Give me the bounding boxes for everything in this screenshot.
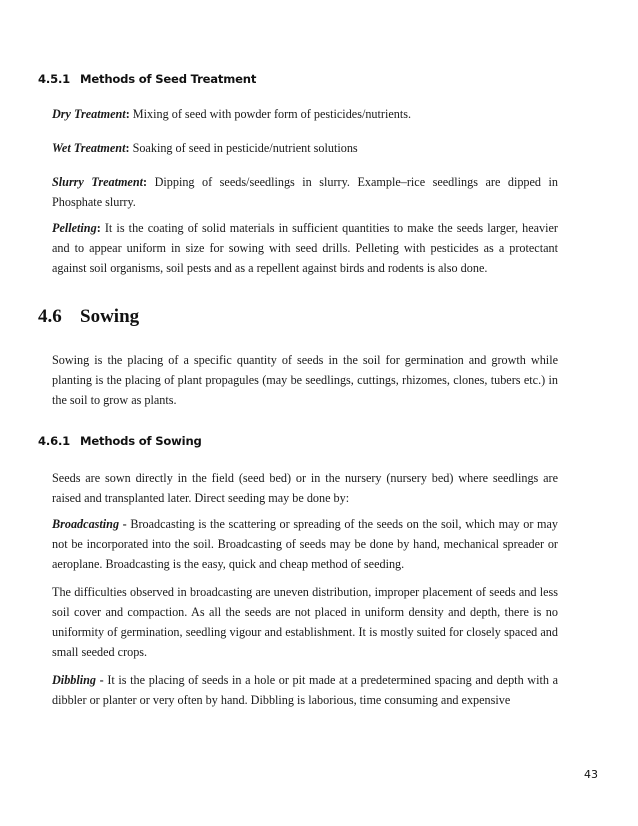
term-separator: : <box>143 175 148 189</box>
section-number: 4.6 <box>38 306 62 327</box>
paragraph-text: Soaking of seed in pesticide/nutrient solutions <box>129 141 358 155</box>
page-number: 43 <box>584 768 598 781</box>
paragraph-dibbling <box>52 670 558 710</box>
term-separator: : <box>125 141 130 155</box>
heading-4-6-1 <box>38 434 202 448</box>
paragraph-text: Broadcasting is the scattering or spreading of the seeds on the soil, which may or may not be incorporated into the soil. Broadcasting of seeds may be done by hand, mechanical spreader or aeroplane. Broadcasting is the easy, quick and cheap method of seeding. <box>52 517 558 571</box>
section-title: Methods of Sowing <box>80 434 202 448</box>
section-title: Sowing <box>80 306 140 327</box>
term-broadcasting: Broadcasting <box>52 517 120 531</box>
section-number: 4.5.1 <box>38 72 71 86</box>
paragraph-text: Dipping of seeds/seedlings in slurry. Example–rice seedlings are dipped in Phosphate slurry. <box>52 175 558 209</box>
paragraph-wet-treatment <box>52 138 558 158</box>
section-title: Methods of Seed Treatment <box>80 72 257 86</box>
section-number: 4.6.1 <box>38 434 71 448</box>
paragraph-text: Seeds are sown directly in the field (seed bed) or in the nursery (nursery bed) where seedlings are raised and transplanted later. Direct seeding may be done by: <box>52 471 558 505</box>
paragraph-slurry-treatment <box>52 172 558 212</box>
term-separator: - <box>96 673 104 687</box>
paragraph-text: The difficulties observed in broadcasting are uneven distribution, improper placement of seeds and less soil cover and compaction. As all the seeds are not placed in uniform density and depth, there is no uniformity of germination, seedling vigour and establishment. It is mostly suited for closely spaced and small seeded crops. <box>52 585 558 659</box>
term-separator: - <box>119 517 127 531</box>
paragraph-broadcasting <box>52 514 558 574</box>
paragraph-text: It is the coating of solid materials in sufficient quantities to make the seeds larger, heavier and to appear uniform in size for sowing with seed drills. Pelleting with pesticides as a protectant against soil organisms, soil pests and as a repellent against birds and rodents is also done. <box>52 221 558 275</box>
term-separator: : <box>96 221 101 235</box>
paragraph-text: Mixing of seed with powder form of pesticides/nutrients. <box>129 107 412 121</box>
term-separator: : <box>125 107 130 121</box>
paragraph-pelleting <box>52 218 558 278</box>
heading-4-5-1 <box>38 72 256 86</box>
paragraph-dry-treatment <box>52 104 558 124</box>
paragraph-text: It is the placing of seeds in a hole or pit made at a predetermined spacing and depth with a dibbler or planter or very often by hand. Dibbling is laborious, time consuming and expensive <box>52 673 558 707</box>
paragraph-difficulties <box>52 582 558 662</box>
paragraph-text: Sowing is the placing of a specific quantity of seeds in the soil for germination and growth while planting is the placing of plant propagules (may be seedlings, cuttings, rhizomes, clones, tubers etc.) in the soil to grow as plants. <box>52 353 558 407</box>
term-dry-treatment: Dry Treatment <box>52 107 126 121</box>
paragraph-methods-intro <box>52 468 558 508</box>
term-slurry-treatment: Slurry Treatment <box>52 175 144 189</box>
term-dibbling: Dibbling <box>52 673 97 687</box>
paragraph-sowing-intro <box>52 350 558 410</box>
term-pelleting: Pelleting <box>52 221 97 235</box>
term-wet-treatment: Wet Treatment <box>52 141 126 155</box>
heading-4-6 <box>38 306 139 328</box>
